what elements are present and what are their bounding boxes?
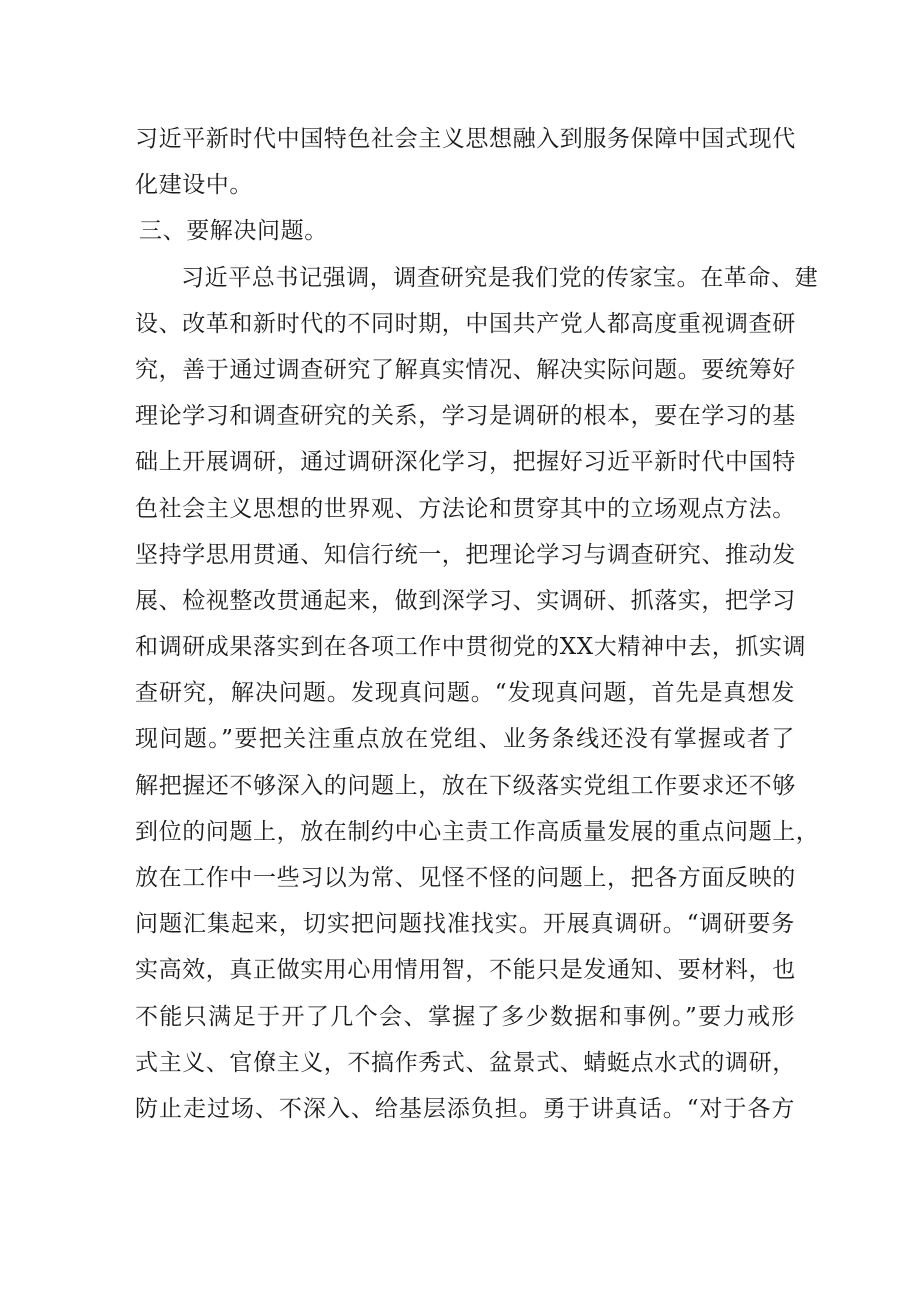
text-line: 习近平新时代中国特色社会主义思想融入到服务保障中国式现代 [135, 126, 796, 152]
text-line: 式主义、官僚主义，不搞作秀式、盆景式、蜻蜓点水式的调研， [135, 1049, 796, 1076]
text-line: 化建设中。 [135, 172, 253, 199]
text-line: 解把握还不够深入的问题上，放在下级落实党组工作要求还不够 [135, 772, 796, 799]
text-line: 实高效，真正做实用心用情用智，不能只是发通知、要材料，也 [135, 957, 796, 984]
document-body [135, 116, 820, 1132]
text-line: 查研究，解决问题。发现真问题。“发现真问题，首先是真想发 [135, 680, 795, 707]
text-line: 不能只满足于开了几个会、掌握了多少数据和事例。”要力戒形 [135, 1003, 795, 1030]
text-line: 展、检视整改贯通起来，做到深学习、实调研、抓落实，把学习 [135, 587, 796, 614]
text-line: 础上开展调研，通过调研深化学习，把握好习近平新时代中国特 [135, 449, 796, 476]
text-line: 究，善于通过调查研究了解真实情况、解决实际问题。要统筹好 [135, 356, 796, 383]
text-line: 习近平总书记强调，调查研究是我们党的传家宝。在革命、建 [181, 264, 819, 291]
text-line: 理论学习和调查研究的关系，学习是调研的根本，要在学习的基 [135, 403, 796, 430]
section-heading: 三、要解决问题。 [139, 218, 328, 245]
text-line: 防止走过场、不深入、给基层添负担。勇于讲真话。“对于各方 [135, 1095, 795, 1122]
text-line: 和调研成果落实到在各项工作中贯彻党的XX大精神中去，抓实调 [135, 634, 807, 661]
text-line: 放在工作中一些习以为常、见怪不怪的问题上，把各方面反映的 [135, 865, 796, 891]
text-line: 坚持学思用贯通、知信行统一，把理论学习与调查研究、推动发 [135, 541, 796, 568]
text-line: 问题汇集起来，切实把问题找准找实。开展真调研。“调研要务 [135, 911, 795, 938]
text-line: 色社会主义思想的世界观、方法论和贯穿其中的立场观点方法。 [135, 495, 796, 522]
text-line: 现问题。”要把关注重点放在党组、业务条线还没有掌握或者了 [135, 726, 795, 753]
text-line: 设、改革和新时代的不同时期，中国共产党人都高度重视调查研 [135, 310, 796, 337]
text-line: 到位的问题上，放在制约中心主责工作高质量发展的重点问题上， [135, 818, 820, 845]
